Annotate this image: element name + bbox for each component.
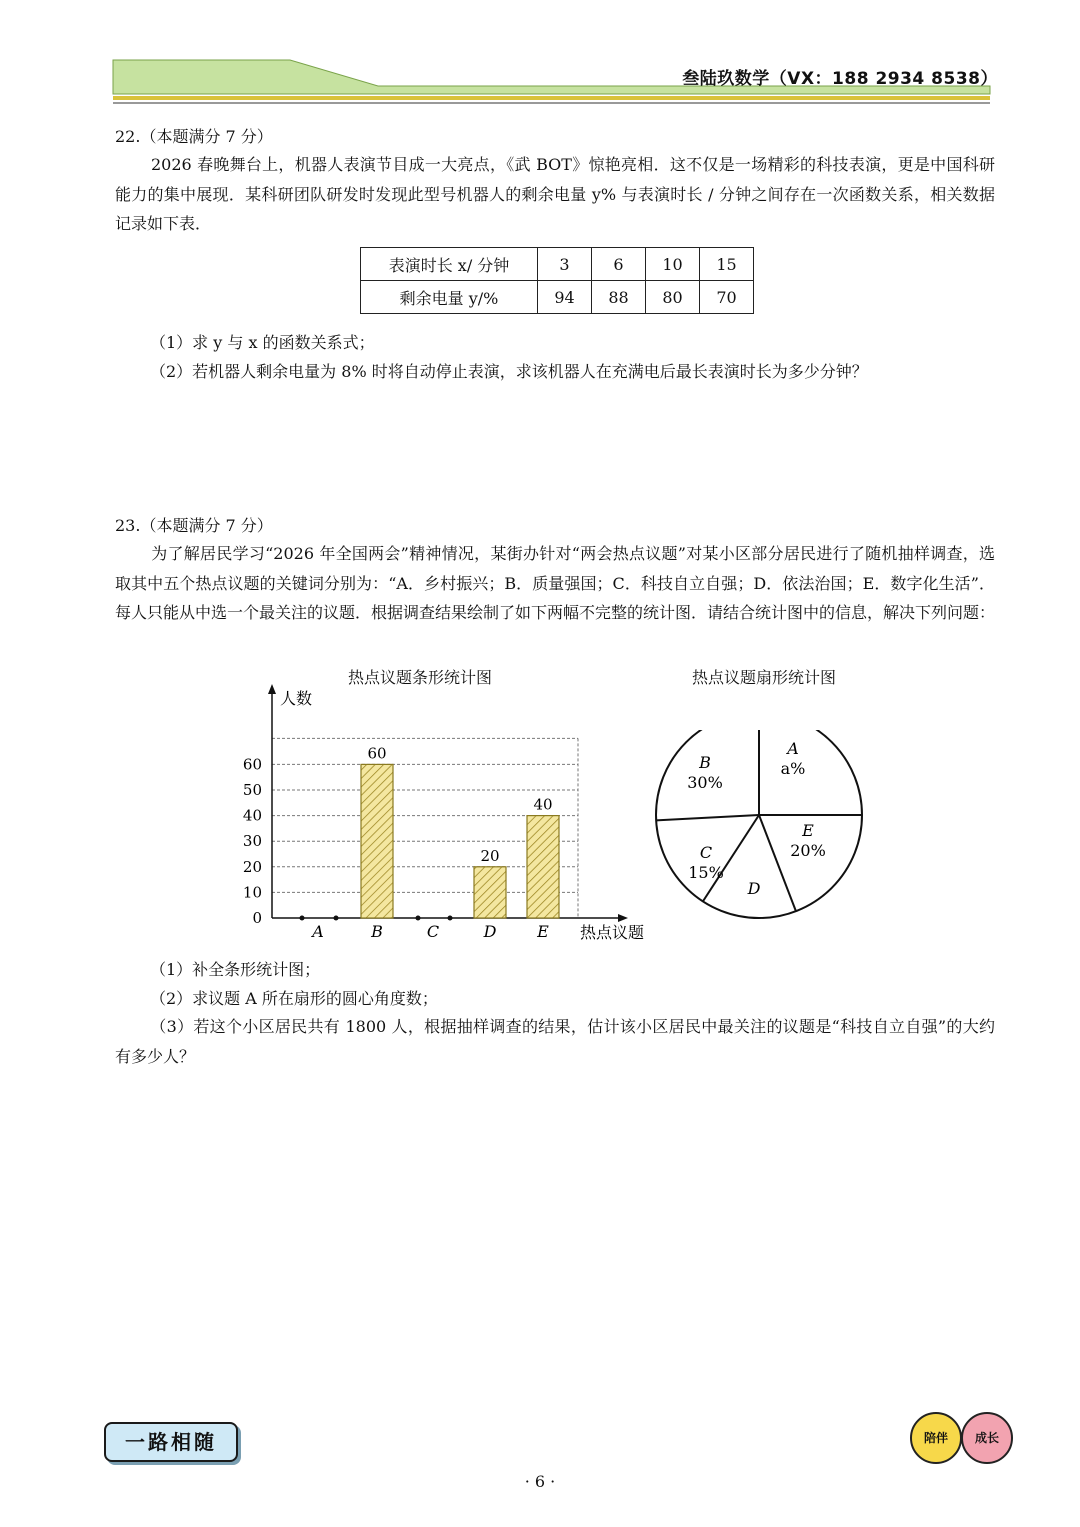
y-tick-label: 40 bbox=[242, 806, 262, 825]
pie-chart-title: 热点议题扇形统计图 bbox=[692, 668, 837, 687]
x-tick-label: A bbox=[312, 922, 324, 941]
x-tick-label: E bbox=[537, 922, 549, 941]
x-tick-label: B bbox=[371, 922, 383, 941]
bar-data-label: 60 bbox=[367, 744, 387, 763]
pie-slice-label: 15% bbox=[688, 863, 724, 882]
pie-slice-name: B bbox=[699, 753, 711, 772]
q23-sub2: （2）求议题 A 所在扇形的圆心角度数； bbox=[150, 989, 438, 1008]
axis-dot bbox=[300, 916, 305, 921]
bar-chart bbox=[230, 680, 670, 950]
q22-heading: 22.（本题满分 7 分） bbox=[115, 127, 273, 146]
badge-growth: 成长 bbox=[961, 1412, 1013, 1464]
footer-label-box bbox=[104, 1422, 238, 1462]
table-cell: 80 bbox=[646, 281, 700, 314]
q22-sub2: （2）若机器人剩余电量为 8% 时将自动停止表演，求该机器人在充满电后最长表演时长为多少分钟？ bbox=[150, 362, 868, 381]
q23-sub3 bbox=[115, 1012, 995, 1071]
pie-slice-label: a% bbox=[780, 759, 806, 778]
table-row bbox=[361, 281, 754, 314]
pie-slice-name: C bbox=[699, 843, 713, 862]
bar bbox=[361, 764, 393, 918]
y-tick-label: 0 bbox=[252, 909, 262, 927]
table-row bbox=[361, 248, 754, 281]
x-axis-arrow bbox=[618, 914, 628, 922]
table-header-battery: 剩余电量 y/% bbox=[361, 281, 538, 314]
q23-heading: 23.（本题满分 7 分） bbox=[115, 516, 273, 535]
footer-label: 一路相随 bbox=[125, 1430, 217, 1454]
header-banner bbox=[0, 0, 1080, 110]
table-cell: 70 bbox=[700, 281, 754, 314]
q22-sub1: （1）求 y 与 x 的函数关系式； bbox=[150, 333, 375, 352]
y-axis-label: 人数 bbox=[280, 689, 313, 708]
y-axis-arrow bbox=[268, 684, 276, 694]
table-header-time: 表演时长 x/ 分钟 bbox=[361, 248, 538, 281]
x-tick-label: C bbox=[426, 922, 440, 941]
table-cell: 3 bbox=[538, 248, 592, 281]
table-cell: 88 bbox=[592, 281, 646, 314]
axis-dot bbox=[334, 916, 339, 921]
y-tick-label: 30 bbox=[242, 832, 262, 851]
table-cell: 6 bbox=[592, 248, 646, 281]
pie-slice-label: 30% bbox=[687, 773, 723, 792]
table-cell: 15 bbox=[700, 248, 754, 281]
pie-chart bbox=[650, 730, 870, 920]
y-tick-label: 50 bbox=[242, 781, 262, 799]
bar-data-label: 40 bbox=[533, 795, 553, 814]
bar bbox=[474, 867, 506, 918]
q23-paragraph bbox=[115, 539, 995, 628]
q22-data-table bbox=[360, 247, 754, 314]
axis-dot bbox=[416, 916, 421, 921]
pie-slice-name: A bbox=[787, 739, 799, 758]
q23-sub3-text: （3）若这个小区居民共有 1800 人，根据抽样调查的结果，估计该小区居民中最关注的议题是“科技自立自强”的大约有多少人？ bbox=[115, 1017, 995, 1066]
x-tick-label: D bbox=[483, 922, 497, 941]
table-cell: 10 bbox=[646, 248, 700, 281]
pie-slice-name: E bbox=[802, 821, 814, 840]
table-cell: 94 bbox=[538, 281, 592, 314]
y-tick-label: 60 bbox=[242, 755, 262, 774]
q22-paragraph-text: 2026 春晚舞台上，机器人表演节目成一大亮点，《武 BOT》惊艳亮相．这不仅是一场精彩的科技表演，更是中国科研能力的集中展现．某科研团队研发时发现此型号机器人的剩余电量 y% 与表演时长 / 分钟之间存在一次函数关系，相关数据记录如下表． bbox=[115, 155, 995, 233]
pie-slice-label: 20% bbox=[790, 841, 826, 860]
y-tick-label: 20 bbox=[242, 857, 262, 876]
badge-companion: 陪伴 bbox=[910, 1412, 962, 1464]
q23-sub1: （1）补全条形统计图； bbox=[150, 960, 321, 979]
bar-data-label: 20 bbox=[480, 846, 500, 865]
axis-dot bbox=[448, 916, 453, 921]
page-number: · 6 · bbox=[524, 1472, 556, 1491]
q23-paragraph-text: 为了解居民学习“2026 年全国两会”精神情况，某街办针对“两会热点议题”对某小区部分居民进行了随机抽样调查，选取其中五个热点议题的关键词分别为：“A．乡村振兴；B．质量强国；C．科技自立自强；D．依法治国；E．数字化生活”．每人只能从中选一个最关注的议题．根据调查结果绘制了如下两幅不完整的统计图．请结合统计图中的信息，解决下列问题： bbox=[115, 544, 996, 622]
q22-paragraph bbox=[115, 150, 995, 239]
x-axis-label: 热点议题 bbox=[580, 923, 645, 942]
bar-chart-title: 热点议题条形统计图 bbox=[348, 668, 493, 687]
header-title: 叁陆玖数学（VX：188 2934 8538） bbox=[682, 69, 998, 89]
y-tick-label: 10 bbox=[242, 883, 262, 902]
pie-slice-name: D bbox=[747, 879, 761, 898]
bar bbox=[527, 816, 559, 918]
